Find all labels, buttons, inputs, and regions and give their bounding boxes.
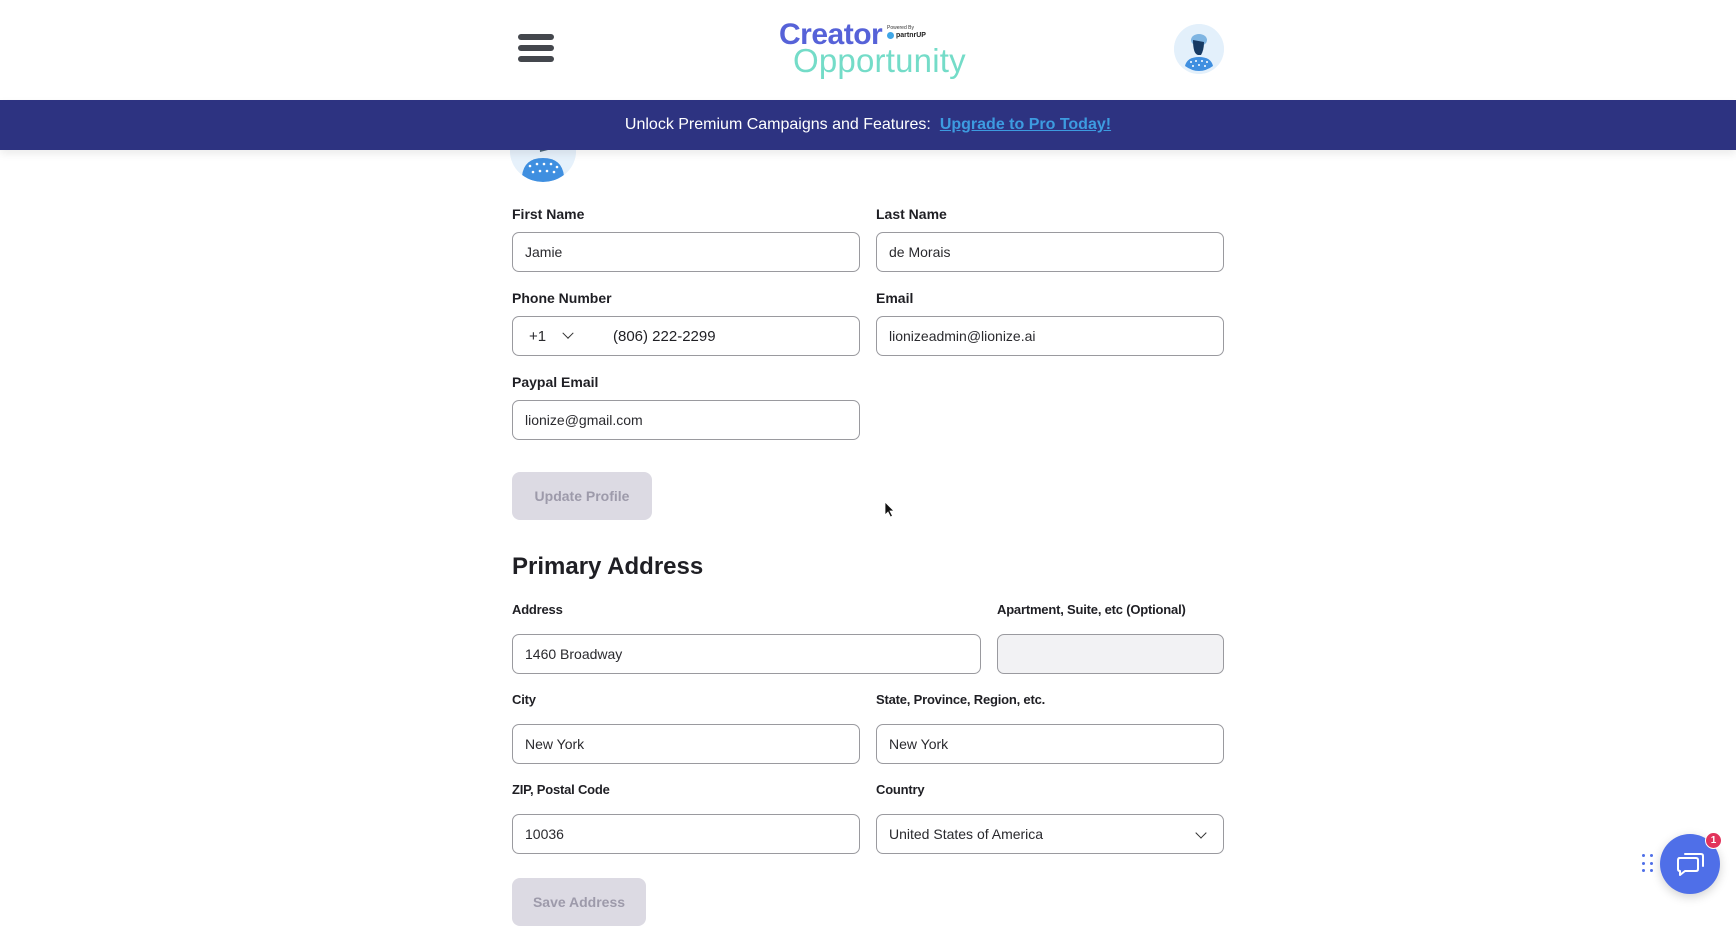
mouse-cursor-icon [884,501,896,519]
update-profile-button[interactable]: Update Profile [512,472,652,520]
partnrup-logo-icon [887,32,894,39]
hamburger-menu-icon[interactable] [518,34,554,64]
country-value: United States of America [889,826,1044,842]
phone-number-input[interactable] [512,316,860,356]
upgrade-to-pro-link[interactable]: Upgrade to Pro Today! [939,116,1112,133]
logo-opportunity-text: Opportunity [793,42,966,79]
email-label: Email [876,290,914,306]
logo-powered-by-text: Powered By [887,25,914,31]
last-name-value: de Morais [889,244,951,260]
state-input[interactable] [876,724,1224,764]
city-value: New York [525,736,585,752]
paypal-email-label: Paypal Email [512,374,599,390]
upgrade-promo-banner [0,100,1736,150]
drag-handle-icon[interactable] [1642,854,1654,874]
zip-input[interactable] [512,814,860,854]
save-address-button[interactable]: Save Address [512,878,646,926]
country-code-value: +1 [529,327,547,345]
apartment-input[interactable] [997,634,1224,674]
chat-widget-button[interactable] [1660,834,1720,894]
phone-number-label: Phone Number [512,290,612,306]
address-label: Address [512,602,563,617]
logo-partner-text: partnrUP [896,32,926,39]
user-avatar-icon[interactable] [1174,24,1224,74]
email-value: lionizeadmin@lionize.ai [889,328,1036,344]
country-select[interactable] [876,814,1224,854]
paypal-email-input[interactable] [512,400,860,440]
logo-creator-text: Creator [779,18,883,51]
state-value: New York [889,736,949,752]
first-name-label: First Name [512,206,585,222]
zip-label: ZIP, Postal Code [512,782,610,797]
last-name-input[interactable] [876,232,1224,272]
city-input[interactable] [512,724,860,764]
primary-address-title: Primary Address [512,553,704,580]
state-label: State, Province, Region, etc. [876,692,1046,707]
first-name-value: Jamie [525,244,563,260]
promo-message: Unlock Premium Campaigns and Features: [624,116,931,133]
logo-partner [887,32,926,39]
chat-bubbles-icon [1675,850,1705,878]
email-input[interactable] [876,316,1224,356]
chat-notification-badge: 1 [1705,832,1722,849]
country-label: Country [876,782,925,797]
first-name-input[interactable] [512,232,860,272]
city-label: City [512,692,536,707]
address-value: 1460 Broadway [525,646,623,662]
apartment-label: Apartment, Suite, etc (Optional) [997,602,1186,617]
phone-number-value: (806) 222-2299 [613,327,716,345]
top-header [0,0,1736,100]
chevron-down-icon [1195,827,1206,838]
last-name-label: Last Name [876,206,947,222]
paypal-email-value: lionize@gmail.com [525,412,643,428]
address-input[interactable] [512,634,981,674]
chevron-down-icon [562,328,573,339]
creator-opportunity-logo[interactable] [779,18,966,80]
zip-value: 10036 [525,826,564,842]
country-code-select[interactable] [529,328,613,345]
